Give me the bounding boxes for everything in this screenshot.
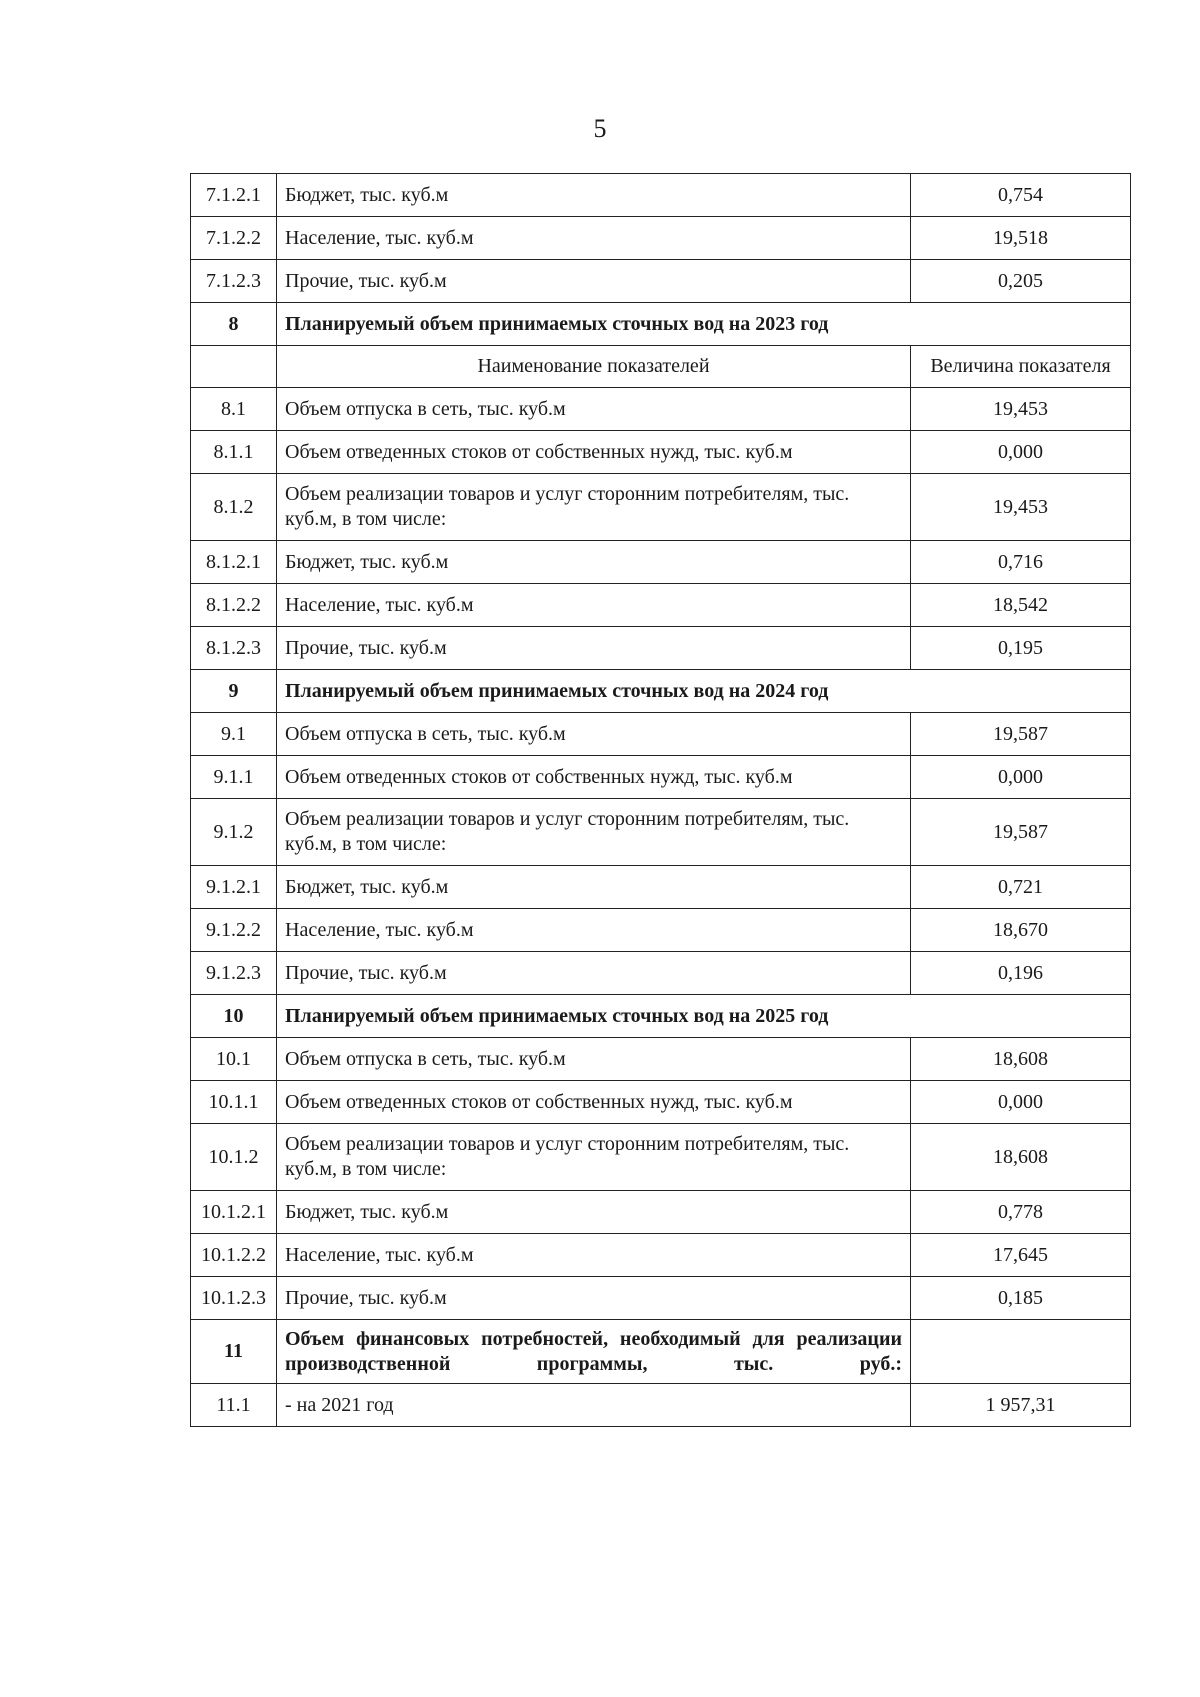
- page-number: 5: [593, 114, 607, 143]
- table-row: [191, 474, 1131, 541]
- row-value: 0,185: [911, 1277, 1131, 1320]
- row-number: 8.1: [191, 388, 277, 431]
- row-label: Прочие, тыс. куб.м: [277, 627, 911, 670]
- row-number: 9.1.2.3: [191, 952, 277, 995]
- row-value: 1 957,31: [911, 1384, 1131, 1427]
- row-value: 18,670: [911, 909, 1131, 952]
- row-value: 0,195: [911, 627, 1131, 670]
- row-label: Объем отпуска в сеть, тыс. куб.м: [277, 1038, 911, 1081]
- row-value: 0,196: [911, 952, 1131, 995]
- row-label: Объем отпуска в сеть, тыс. куб.м: [277, 713, 911, 756]
- row-number: 9: [191, 670, 277, 713]
- table-row: [191, 799, 1131, 866]
- table-row: [191, 1081, 1131, 1124]
- row-label: Объем реализации товаров и услуг сторонним потребителям, тыс. куб.м, в том числе:: [277, 1124, 911, 1191]
- table-row: [191, 952, 1131, 995]
- row-value: 0,205: [911, 260, 1131, 303]
- table-row: [191, 909, 1131, 952]
- table-row: [191, 431, 1131, 474]
- row-number: 8.1.1: [191, 431, 277, 474]
- table-row: [191, 217, 1131, 260]
- table-row: [191, 1277, 1131, 1320]
- row-label: Бюджет, тыс. куб.м: [277, 541, 911, 584]
- row-value: 0,716: [911, 541, 1131, 584]
- row-label: Население, тыс. куб.м: [277, 1234, 911, 1277]
- row-value: [911, 1320, 1131, 1384]
- table-row: [191, 346, 1131, 388]
- row-value: 0,000: [911, 431, 1131, 474]
- row-number: 8.1.2.2: [191, 584, 277, 627]
- column-header-name: Наименование показателей: [277, 346, 911, 388]
- row-label: Бюджет, тыс. куб.м: [277, 1191, 911, 1234]
- table-row: [191, 260, 1131, 303]
- indicators-table: [190, 173, 1131, 1427]
- table-row: [191, 995, 1131, 1038]
- finance-title: Объем финансовых потребностей, необходимый для реализации производственной программы, тыс. руб.:: [277, 1320, 911, 1384]
- row-label: Прочие, тыс. куб.м: [277, 1277, 911, 1320]
- row-number: 10: [191, 995, 277, 1038]
- row-value: 19,587: [911, 713, 1131, 756]
- row-number: 9.1.2: [191, 799, 277, 866]
- row-label: Объем отведенных стоков от собственных нужд, тыс. куб.м: [277, 1081, 911, 1124]
- table-row: [191, 174, 1131, 217]
- row-value: 17,645: [911, 1234, 1131, 1277]
- row-label: - на 2021 год: [277, 1384, 911, 1427]
- table-row: [191, 1038, 1131, 1081]
- row-value: 0,778: [911, 1191, 1131, 1234]
- table-row: [191, 1320, 1131, 1384]
- row-number: 11.1: [191, 1384, 277, 1427]
- section-title: Планируемый объем принимаемых сточных вод на 2023 год: [277, 303, 1131, 346]
- row-number: 10.1.2: [191, 1124, 277, 1191]
- row-number: 10.1.1: [191, 1081, 277, 1124]
- row-number: 9.1.1: [191, 756, 277, 799]
- table-row: [191, 627, 1131, 670]
- row-label: Объем реализации товаров и услуг сторонним потребителям, тыс. куб.м, в том числе:: [277, 799, 911, 866]
- column-header-value: Величина показателя: [911, 346, 1131, 388]
- empty-cell: [191, 346, 277, 388]
- row-value: 0,000: [911, 1081, 1131, 1124]
- row-value: 19,587: [911, 799, 1131, 866]
- row-number: 9.1: [191, 713, 277, 756]
- table-row: [191, 388, 1131, 431]
- table-row: [191, 670, 1131, 713]
- table-row: [191, 584, 1131, 627]
- table-row: [191, 1191, 1131, 1234]
- row-number: 10.1.2.1: [191, 1191, 277, 1234]
- row-value: 19,518: [911, 217, 1131, 260]
- row-value: 0,754: [911, 174, 1131, 217]
- row-label: Объем реализации товаров и услуг сторонним потребителям, тыс. куб.м, в том числе:: [277, 474, 911, 541]
- section-title: Планируемый объем принимаемых сточных вод на 2024 год: [277, 670, 1131, 713]
- row-label: Население, тыс. куб.м: [277, 584, 911, 627]
- table-row: [191, 303, 1131, 346]
- row-value: 18,542: [911, 584, 1131, 627]
- row-number: 8.1.2.3: [191, 627, 277, 670]
- table-row: [191, 1124, 1131, 1191]
- section-title: Планируемый объем принимаемых сточных вод на 2025 год: [277, 995, 1131, 1038]
- row-label: Объем отведенных стоков от собственных нужд, тыс. куб.м: [277, 431, 911, 474]
- row-value: 18,608: [911, 1124, 1131, 1191]
- row-label: Прочие, тыс. куб.м: [277, 952, 911, 995]
- row-number: 11: [191, 1320, 277, 1384]
- row-number: 10.1: [191, 1038, 277, 1081]
- table-row: [191, 713, 1131, 756]
- row-label: Бюджет, тыс. куб.м: [277, 174, 911, 217]
- row-label: Население, тыс. куб.м: [277, 909, 911, 952]
- indicators-table-body: [191, 174, 1131, 1427]
- table-row: [191, 541, 1131, 584]
- row-number: 8: [191, 303, 277, 346]
- row-label: Объем отпуска в сеть, тыс. куб.м: [277, 388, 911, 431]
- row-number: 7.1.2.3: [191, 260, 277, 303]
- row-number: 9.1.2.1: [191, 866, 277, 909]
- row-value: 19,453: [911, 388, 1131, 431]
- table-row: [191, 1234, 1131, 1277]
- row-number: 8.1.2.1: [191, 541, 277, 584]
- row-value: 18,608: [911, 1038, 1131, 1081]
- table-row: [191, 866, 1131, 909]
- row-number: 7.1.2.2: [191, 217, 277, 260]
- row-value: 0,721: [911, 866, 1131, 909]
- row-number: 10.1.2.3: [191, 1277, 277, 1320]
- row-label: Объем отведенных стоков от собственных нужд, тыс. куб.м: [277, 756, 911, 799]
- row-value: 0,000: [911, 756, 1131, 799]
- row-label: Бюджет, тыс. куб.м: [277, 866, 911, 909]
- table-row: [191, 756, 1131, 799]
- row-label: Население, тыс. куб.м: [277, 217, 911, 260]
- row-number: 9.1.2.2: [191, 909, 277, 952]
- row-value: 19,453: [911, 474, 1131, 541]
- table-row: [191, 1384, 1131, 1427]
- row-number: 10.1.2.2: [191, 1234, 277, 1277]
- row-number: 7.1.2.1: [191, 174, 277, 217]
- row-number: 8.1.2: [191, 474, 277, 541]
- row-label: Прочие, тыс. куб.м: [277, 260, 911, 303]
